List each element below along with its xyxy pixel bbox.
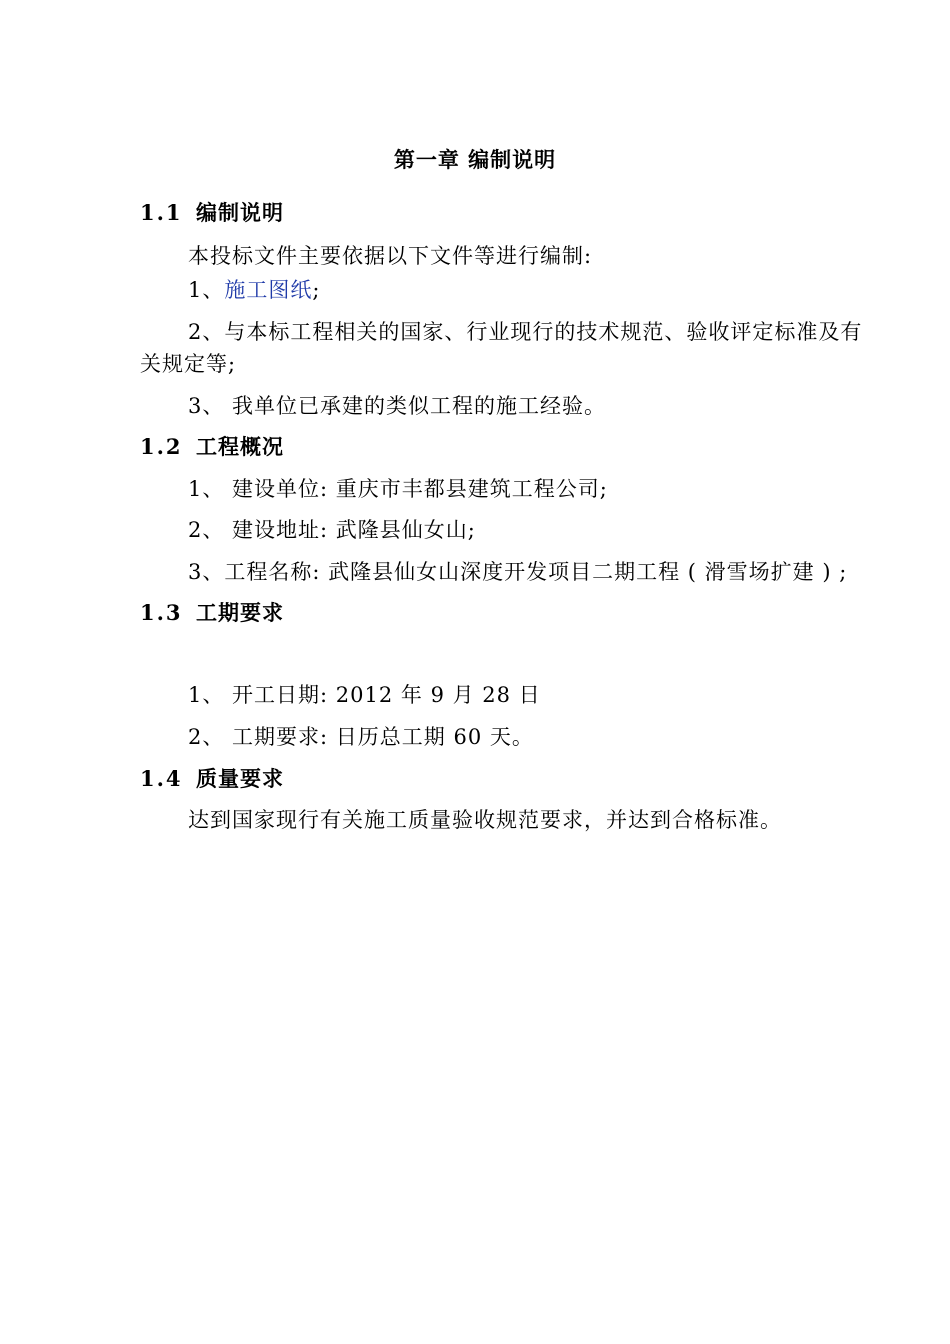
- section-heading-1-4: [140, 765, 284, 793]
- list-item-client: 1、 建设单位: 重庆市丰都县建筑工程公司;: [188, 477, 608, 501]
- list-item-standards-line2: 关规定等;: [140, 352, 237, 376]
- section-heading-1-2: [140, 433, 284, 461]
- list-item-standards-line1: 2、与本标工程相关的国家、行业现行的技术规范、验收评定标准及有: [188, 320, 863, 344]
- drawings-link[interactable]: 施工图纸: [224, 278, 313, 302]
- section-number: 1.2: [140, 434, 183, 459]
- section-heading-1-3: [140, 599, 284, 627]
- list-item-experience: 3、 我单位已承建的类似工程的施工经验。: [188, 394, 607, 418]
- list-item-suffix: ;: [312, 278, 321, 302]
- section-title: 质量要求: [196, 766, 284, 791]
- list-item-duration: 2、 工期要求: 日历总工期 60 天。: [188, 725, 534, 749]
- section-number: 1.4: [140, 766, 183, 791]
- list-item-start-date: 1、 开工日期: 2012 年 9 月 28 日: [188, 683, 541, 707]
- chapter-title: 第一章 编制说明: [393, 147, 557, 172]
- list-item-project-name: 3、工程名称: 武隆县仙女山深度开发项目二期工程 ( 滑雪场扩建 ) ;: [188, 560, 848, 584]
- paragraph-quality: 达到国家现行有关施工质量验收规范要求，并达到合格标准。: [188, 808, 782, 832]
- section-number: 1.3: [140, 600, 183, 625]
- list-item-drawings: [188, 276, 320, 304]
- section-heading-1-1: [140, 199, 284, 227]
- section-title: 编制说明: [196, 200, 284, 225]
- section-title: 工期要求: [196, 600, 284, 625]
- list-item-address: 2、 建设地址: 武隆县仙女山;: [188, 518, 476, 542]
- paragraph-intro: 本投标文件主要依据以下文件等进行编制:: [188, 244, 593, 268]
- list-item-prefix: 1、: [188, 278, 225, 302]
- section-title: 工程概况: [196, 434, 284, 459]
- section-number: 1.1: [140, 200, 183, 225]
